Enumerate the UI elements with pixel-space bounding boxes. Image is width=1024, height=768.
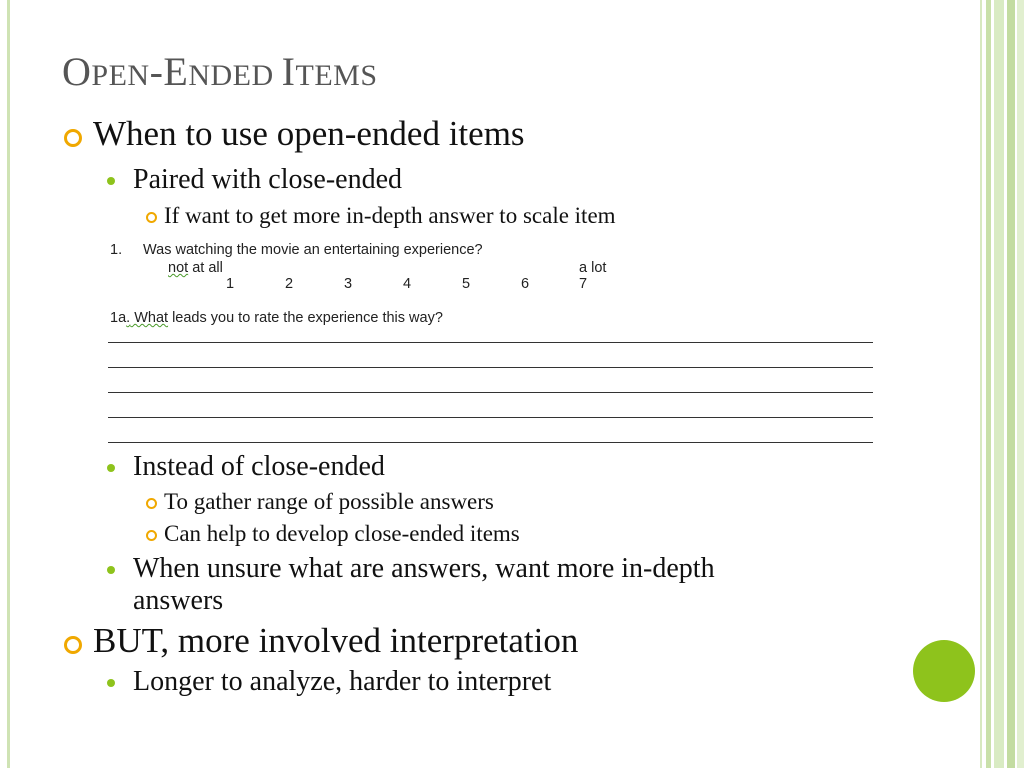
bullet-level2: Paired with close-ended xyxy=(133,164,403,195)
decorative-green-circle xyxy=(913,640,975,702)
scale-point: 1 xyxy=(226,276,235,292)
survey-anchor-low: not at all xyxy=(168,260,223,276)
bullet-level3: To gather range of possible answers xyxy=(164,489,494,514)
answer-line xyxy=(108,442,873,443)
bullet-dot-icon xyxy=(107,566,115,574)
bullet-level1: BUT, more involved interpretation xyxy=(93,621,579,660)
scale-point: 3 xyxy=(344,276,353,292)
bullet-ring-icon xyxy=(146,530,157,541)
bullet-level3: Can help to develop close-ended items xyxy=(164,521,520,546)
bullet-ring-icon xyxy=(146,212,157,223)
right-border-stripe xyxy=(980,0,982,768)
survey-q1a: 1a. What leads you to rate the experience this way? xyxy=(110,310,443,326)
right-border-stripe xyxy=(986,0,991,768)
bullet-dot-icon xyxy=(107,679,115,687)
bullet-level2: Instead of close-ended xyxy=(133,451,385,482)
bullet-ring-icon xyxy=(146,498,157,509)
answer-line xyxy=(108,342,873,343)
survey-q1-text: Was watching the movie an entertaining experience? xyxy=(143,242,483,258)
survey-q1-number: 1. xyxy=(110,242,123,258)
survey-anchor-high: a lot xyxy=(579,260,607,276)
scale-point: 2 xyxy=(285,276,294,292)
right-border-stripe xyxy=(994,0,1004,768)
bullet-level2: Longer to analyze, harder to interpret xyxy=(133,666,552,697)
slide-title: OPEN-ENDED ITEMS xyxy=(62,49,378,94)
bullet-level2: When unsure what are answers, want more in-depth xyxy=(133,553,715,584)
scale-point: 7 xyxy=(579,276,588,292)
bullet-dot-icon xyxy=(107,464,115,472)
bullet-ring-icon xyxy=(64,129,82,147)
bullet-ring-icon xyxy=(64,636,82,654)
bullet-level2-continuation: answers xyxy=(133,585,224,616)
scale-point: 6 xyxy=(521,276,530,292)
bullet-dot-icon xyxy=(107,177,115,185)
bullet-level1: When to use open-ended items xyxy=(93,114,525,153)
right-border-stripe xyxy=(1007,0,1015,768)
scale-point: 4 xyxy=(403,276,412,292)
right-border-stripe xyxy=(1017,0,1024,768)
left-border-line xyxy=(7,0,10,768)
answer-line xyxy=(108,392,873,393)
answer-line xyxy=(108,417,873,418)
bullet-level3: If want to get more in-depth answer to scale item xyxy=(164,203,616,228)
scale-point: 5 xyxy=(462,276,471,292)
answer-line xyxy=(108,367,873,368)
